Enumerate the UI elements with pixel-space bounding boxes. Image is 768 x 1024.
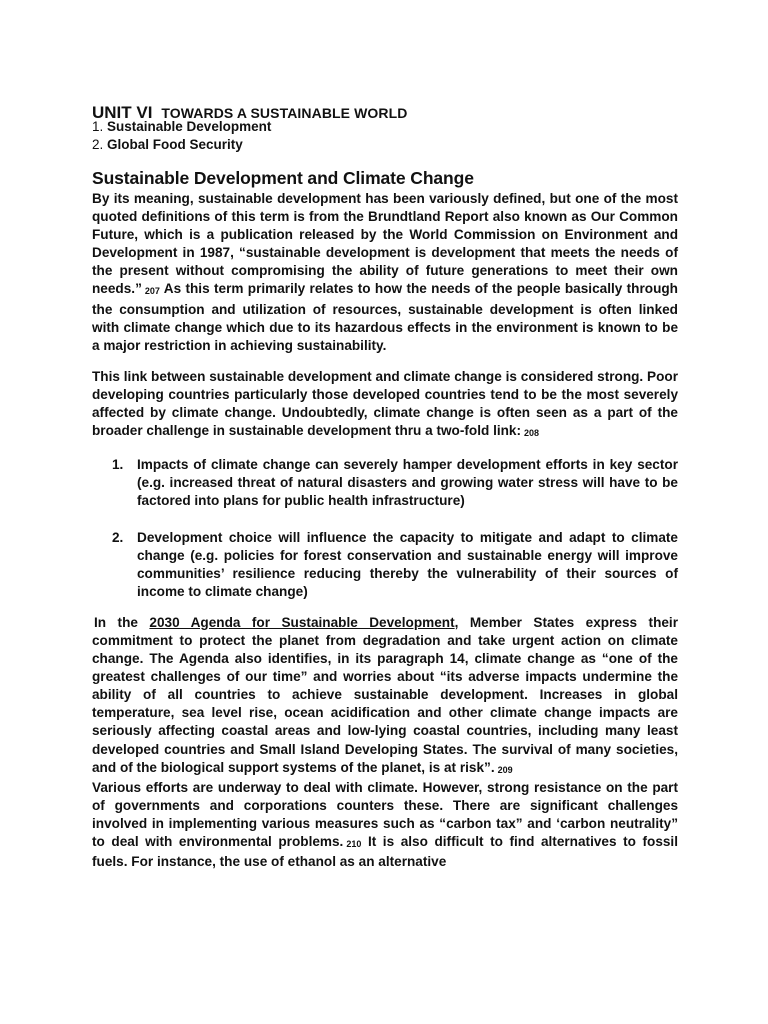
paragraph-text: This link between sustainable development and climate change is considered strong. Poor developing countries particularly those developed countries tend to be the most severely affected by climate change. Undoubtedly, climate change is often seen as a part of the broader challenge in sustainable development thru a two-fold link: <box>92 368 678 439</box>
document-page <box>92 96 678 871</box>
outline-item-number: 2. <box>92 136 104 152</box>
outline-item <box>92 136 678 154</box>
list-item <box>92 529 678 601</box>
list-item-number: 2. <box>112 529 124 545</box>
outline-item-label: Sustainable Development <box>107 119 272 134</box>
footnote-ref[interactable]: 208 <box>524 428 540 439</box>
paragraph-agenda <box>92 614 678 779</box>
section-title: Sustainable Development and Climate Change <box>92 168 474 188</box>
list-item-number: 1. <box>112 457 124 473</box>
paragraph-text: By its meaning, sustainable development has been variously defined, but one of the most quoted definitions of this term is from the Brundtland Report also known as Our Common Future, which is a publication released by the World Commission on Environment and Development in 1987, “sustainable development is development that meets the needs of the present without compromising the ability of future generations to meet their own needs.” <box>92 191 678 297</box>
paragraph-efforts <box>92 779 678 871</box>
agenda-reference: 2030 Agenda for Sustainable Development <box>149 614 455 630</box>
list-item-text: Development choice will influence the capacity to mitigate and adapt to climate change (e.g. policies for forest conservation and sustainable energy will improve communities’ resilience reducing thereby the vulnerability of their sources of income to climate change) <box>137 529 678 599</box>
paragraph-text: It is also difficult to find alternatives to fossil fuels. For instance, the use of ethanol as an alternative <box>92 834 678 870</box>
outline-item-number: 1. <box>92 119 104 134</box>
footnote-ref[interactable]: 210 <box>346 839 362 849</box>
footnote-ref[interactable]: 207 <box>144 286 160 297</box>
unit-heading <box>92 96 678 122</box>
unit-title: TOWARDS A SUSTAINABLE WORLD <box>161 105 408 121</box>
outline-item-label: Global Food Security <box>107 136 243 152</box>
footnote-ref[interactable]: 209 <box>497 764 513 775</box>
list-item <box>92 456 678 510</box>
paragraph-text: , Member States express their commitment to protect the planet from degradation and take urgent action on climate change. The Agenda also identifies, in its paragraph 14, climate change as “one of the greatest challenges of our time” and worries about “its adverse impacts undermine the ability of all countries to achieve sustainable development. Increases in global temperature, sea level rise, ocean acidification and other climate change impacts are seriously affecting coastal areas and low-lying coastal countries, including many least developed countries and Small Island Developing States. The survival of many societies, and of the biological support systems of the planet, is at risk”. <box>92 614 678 775</box>
paragraph-text: In the <box>94 614 138 630</box>
unit-number: UNIT VI <box>92 103 153 122</box>
paragraph-link <box>92 368 678 442</box>
list-item-text: Impacts of climate change can severely hamper development efforts in key sector (e.g. increased threat of natural disasters and growing water stress will have to be factored into plans for public health infrastructure) <box>137 457 678 509</box>
paragraph-text: As this term primarily relates to how the needs of the people basically through the consumption and utilization of resources, sustainable development is often linked with climate change which due to its hazardous effects in the environment is known to be a major restriction in achieving sustainability. <box>92 281 678 353</box>
paragraph-text: Various efforts are underway to deal with climate. However, strong resistance on the part of governments and corporations counters these. There are significant challenges involved in implementing various measures such as “carbon tax” and ‘carbon neutrality” to deal with environmental problems. <box>92 779 678 849</box>
two-fold-link-list <box>92 456 678 601</box>
unit-outline <box>92 118 678 153</box>
paragraph-definition <box>92 190 678 355</box>
